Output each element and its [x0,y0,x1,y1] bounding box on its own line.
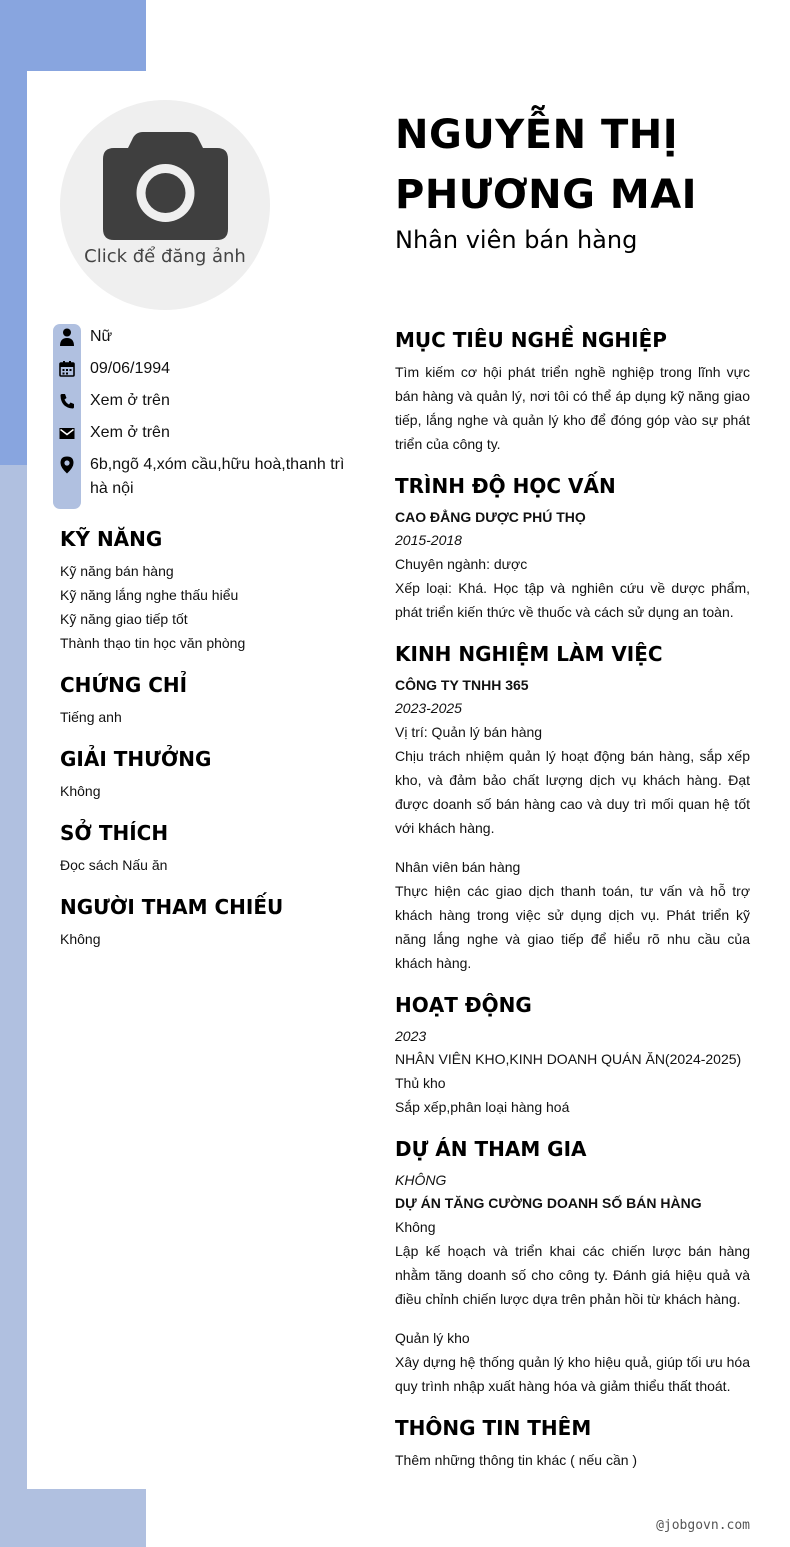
experience-company: CÔNG TY TNHH 365 [395,677,529,693]
hobbies-text: Đọc sách Nấu ăn [60,857,168,873]
phone-icon [59,392,75,410]
email-value: Xem ở trên [90,424,170,441]
references-text: Không [60,931,101,947]
hobbies-title: SỞ THÍCH [60,821,169,845]
address-value: 6b,ngõ 4,xóm cầu,hữu hoà,thanh trì hà nội [90,456,345,497]
projects-description-2: Xây dựng hệ thống quản lý kho hiệu quả, giúp tối ưu hóa quy trình nhập xuất hàng hóa và giảm thiểu thất thoát. [395,1354,750,1394]
awards-text: Không [60,783,101,799]
projects-role-2: Quản lý kho [395,1330,470,1346]
references-title: NGƯỜI THAM CHIẾU [60,895,284,919]
name-line-1: NGUYỄN THỊ [395,112,679,158]
location-pin-icon [59,456,75,474]
person-icon [59,328,75,346]
activities-description: Sắp xếp,phân loại hàng hoá [395,1099,570,1115]
skill-item: Kỹ năng lắng nghe thấu hiểu [60,587,239,603]
experience-description: Chịu trách nhiệm quản lý hoạt động bán hàng, sắp xếp kho, và đảm bảo chất lượng dịch vụ khách hàng. Đạt được doanh số bán hàng cao và duy trì mối quan hệ tốt với khách hàng. [395,748,750,836]
projects-period: KHÔNG [395,1172,447,1188]
calendar-icon [59,360,75,378]
phone-value: Xem ở trên [90,392,170,409]
experience-description-2: Thực hiện các giao dịch thanh toán, tư vấn và hỗ trợ khách hàng trong việc sử dụng dịch vụ. Phát triển kỹ năng lắng nghe và giao tiếp để hiểu rõ nhu cầu của khách hàng. [395,883,750,971]
objective-title: MỤC TIÊU NGHỀ NGHIỆP [395,328,667,352]
name-line-2: PHƯƠNG MAI [395,172,698,218]
experience-position: Vị trí: Quản lý bán hàng [395,724,543,740]
additional-title: THÔNG TIN THÊM [395,1416,592,1440]
additional-text: Thêm những thông tin khác ( nếu cần ) [395,1452,638,1468]
education-school: CAO ĐẲNG DƯỢC PHÚ THỌ [395,509,586,525]
activities-org: NHÂN VIÊN KHO,KINH DOANH QUÁN ĂN(2024-2025) [395,1051,742,1067]
certificates-title: CHỨNG CHỈ [60,673,188,697]
birthday-value: 09/06/1994 [90,360,171,377]
activities-role: Thủ kho [395,1075,446,1091]
gender-value: Nữ [90,328,113,345]
projects-description: Lập kế hoạch và triển khai các chiến lược bán hàng nhằm tăng doanh số cho công ty. Đánh giá hiệu quả và điều chỉnh chiến lược dựa trên phản hồi từ khách hàng. [395,1243,750,1307]
experience-period: 2023-2025 [395,700,462,716]
job-title: Nhân viên bán hàng [395,226,638,254]
education-detail: Xếp loại: Khá. Học tập và nghiên cứu về dược phẩm, phát triển kiến thức về thuốc và cách sử dụng an toàn. [395,580,750,620]
education-period: 2015-2018 [395,532,462,548]
photo-upload-label[interactable]: Click để đăng ảnh [84,246,246,267]
awards-title: GIẢI THƯỞNG [60,747,212,771]
certificates-text: Tiếng anh [60,709,122,725]
projects-title: DỰ ÁN THAM GIA [395,1137,587,1161]
projects-customer: Không [395,1219,436,1235]
projects-name: DỰ ÁN TĂNG CƯỜNG DOANH SỐ BÁN HÀNG [395,1195,702,1211]
candidate-name [395,105,755,225]
skill-item: Kỹ năng bán hàng [60,563,174,579]
objective-text: Tìm kiếm cơ hội phát triển nghề nghiệp trong lĩnh vực bán hàng và quản lý, nơi tôi có thể áp dụng kỹ năng giao tiếp, lắng nghe và quản lý kho để đóng góp vào sự phát triển của công ty. [395,364,750,452]
camera-icon[interactable] [103,132,228,240]
skills-title: KỸ NĂNG [60,527,163,551]
education-title: TRÌNH ĐỘ HỌC VẤN [395,474,616,498]
email-icon [59,424,75,442]
activities-title: HOẠT ĐỘNG [395,993,532,1017]
skill-item: Thành thạo tin học văn phòng [60,635,246,651]
activities-year: 2023 [395,1028,427,1044]
watermark: @jobgovn.com [656,1518,750,1533]
skill-item: Kỹ năng giao tiếp tốt [60,611,188,627]
experience-role-2: Nhân viên bán hàng [395,859,521,875]
experience-title: KINH NGHIỆM LÀM VIỆC [395,642,663,666]
education-major: Chuyên ngành: dược [395,556,528,572]
contact-icon-bar [53,324,81,509]
